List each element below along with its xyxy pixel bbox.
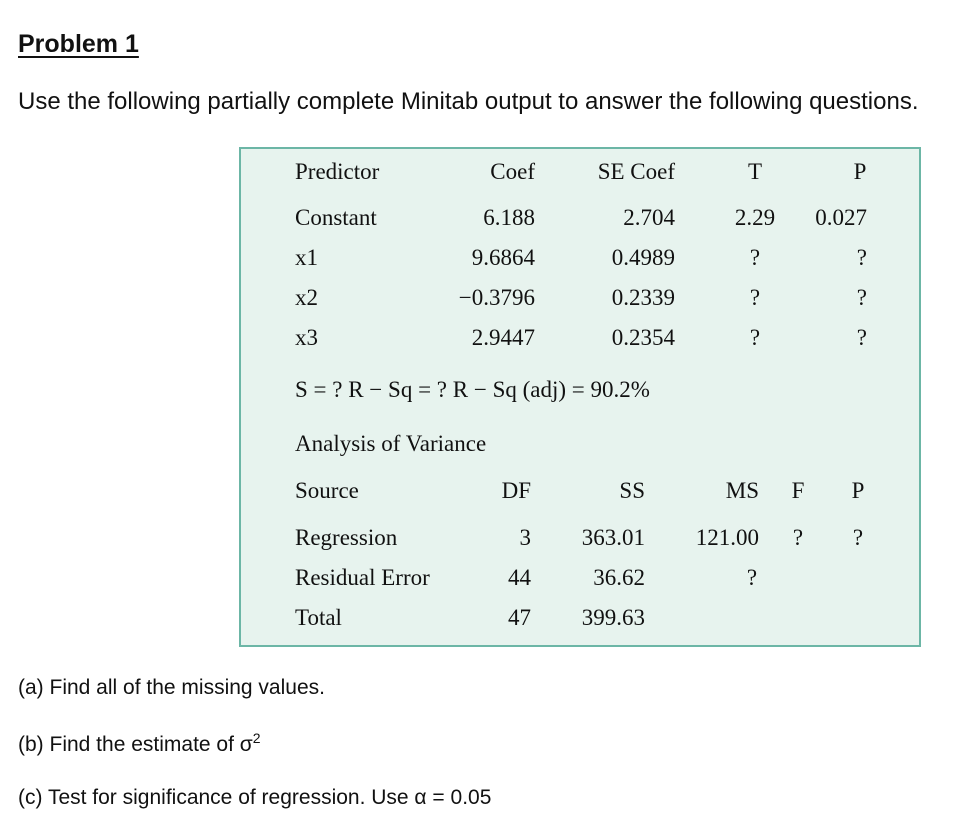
anova-source-total: Total [295, 605, 342, 630]
question-b [18, 730, 261, 757]
header-p: P [853, 159, 867, 184]
t-value: ? [749, 285, 761, 310]
question-b-text: (b) Find the estimate of σ [18, 733, 253, 756]
t-value: ? [749, 245, 761, 270]
p-value: 0.027 [815, 205, 867, 230]
anova-df-value: 44 [508, 565, 531, 590]
anova-df-value: 47 [508, 605, 531, 630]
anova-header-source: Source [295, 478, 359, 503]
p-value: ? [856, 285, 867, 310]
anova-ss-value: 363.01 [581, 525, 645, 550]
anova-ms-value: 121.00 [695, 525, 759, 550]
se-coef-value: 0.2354 [611, 325, 675, 350]
coef-value: 6.188 [483, 205, 535, 230]
anova-df-value: 3 [519, 525, 531, 550]
anova-header-ms: MS [725, 478, 759, 503]
anova-header-f: F [791, 478, 805, 503]
coef-value: −0.3796 [458, 285, 535, 310]
question-c: (c) Test for significance of regression. Use α = 0.05 [18, 786, 492, 809]
anova-header-df: DF [501, 478, 531, 503]
anova-source-residual-error: Residual Error [295, 565, 430, 590]
header-se-coef: SE Coef [597, 159, 675, 184]
anova-source-regression: Regression [295, 525, 398, 550]
p-value: ? [856, 245, 867, 270]
predictor-x3: x3 [295, 325, 318, 350]
anova-f-value: ? [792, 525, 804, 550]
anova-header-ss: SS [619, 478, 645, 503]
problem-title: Problem 1 [18, 30, 139, 58]
se-coef-value: 0.2339 [611, 285, 675, 310]
coef-value: 2.9447 [471, 325, 535, 350]
header-coef: Coef [490, 159, 535, 184]
anova-header-p: P [851, 478, 865, 503]
model-summary-line: S = ? R − Sq = ? R − Sq (adj) = 90.2% [295, 377, 650, 402]
anova-p-value: ? [852, 525, 864, 550]
minitab-output-box [239, 147, 921, 647]
header-t: T [747, 159, 763, 184]
se-coef-value: 2.704 [623, 205, 675, 230]
anova-ms-value: ? [746, 565, 758, 590]
question-a: (a) Find all of the missing values. [18, 676, 325, 699]
se-coef-value: 0.4989 [611, 245, 675, 270]
coef-value: 9.6864 [471, 245, 535, 270]
anova-ss-value: 36.62 [593, 565, 645, 590]
t-value: ? [749, 325, 761, 350]
header-predictor: Predictor [295, 159, 380, 184]
predictor-constant: Constant [295, 205, 377, 230]
predictor-x2: x2 [295, 285, 318, 310]
question-b-superscript: 2 [252, 730, 261, 746]
t-value: 2.29 [734, 205, 776, 230]
predictor-x1: x1 [295, 245, 318, 270]
anova-heading: Analysis of Variance [295, 431, 487, 456]
intro-text: Use the following partially complete Minitab output to answer the following questions. [18, 88, 919, 115]
anova-ss-value: 399.63 [581, 605, 645, 630]
p-value: ? [856, 325, 867, 350]
